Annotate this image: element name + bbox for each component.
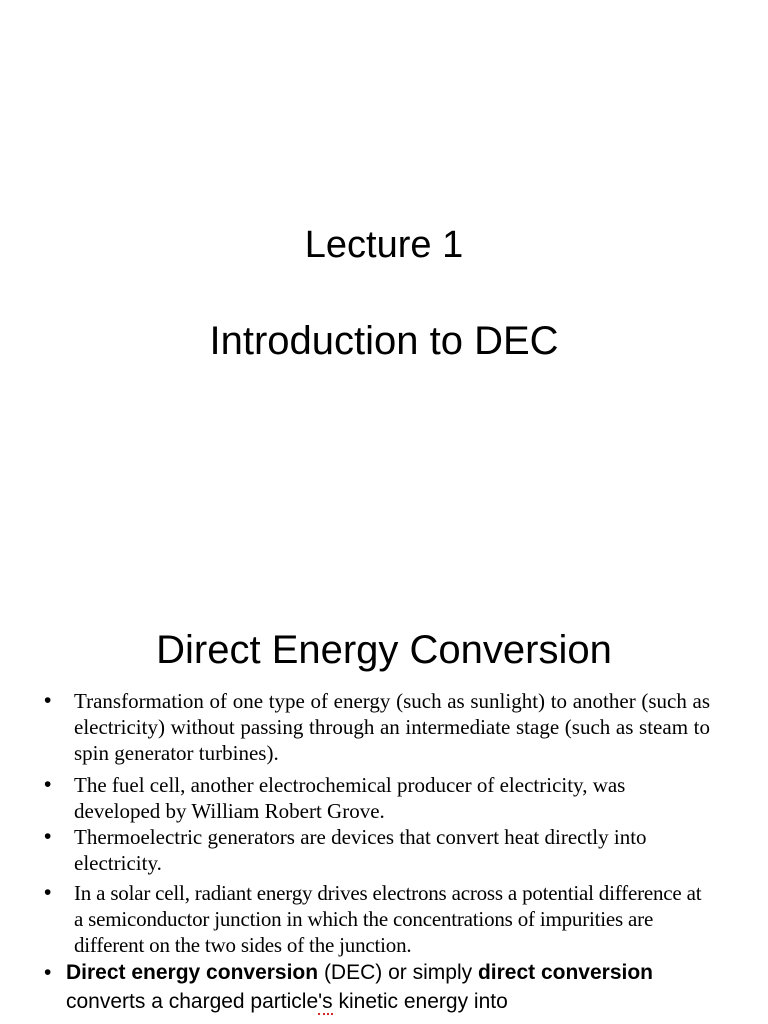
bullet-item — [44, 688, 710, 766]
bullet-item — [44, 880, 710, 957]
bullet-marker: • — [44, 825, 52, 848]
lecture-subtitle: Introduction to DEC — [209, 319, 559, 363]
definition-body-end: kinetic energy into — [338, 990, 508, 1013]
bullet-marker: • — [44, 881, 52, 904]
definition-abbr: (DEC) or simply — [323, 961, 473, 984]
section-title: Direct Energy Conversion — [156, 628, 612, 672]
bullet-text: The fuel cell, another electrochemical producer of electricity, was developed by William Robert Grove. — [74, 773, 626, 823]
definition-text — [66, 958, 710, 1016]
bullet-marker: • — [44, 961, 52, 984]
definition-term: Direct energy conversion — [66, 961, 319, 984]
bullet-text: In a solar cell, radiant energy drives electrons across a potential difference at a semiconductor junction in which the concentrations of impurities are different on the two sides of the junction. — [74, 881, 702, 957]
bullet-list — [44, 688, 710, 1016]
bullet-item-definition — [44, 958, 710, 1016]
lecture-title: Lecture 1 — [304, 224, 464, 266]
bullet-marker: • — [44, 773, 52, 796]
bullet-text: Thermoelectric generators are devices that convert heat directly into electricity. — [74, 825, 647, 875]
definition-body: converts a charged particle — [66, 990, 319, 1013]
bullet-item — [44, 772, 710, 823]
definition-alt-term: direct conversion — [477, 961, 654, 984]
bullet-text: Transformation of one type of energy (such as sunlight) to another (such as electricity) without passing through an intermediate stage (such as steam to spin generator turbines). — [74, 689, 710, 765]
spelling-flag: 's — [318, 990, 333, 1013]
bullet-item — [44, 824, 710, 875]
bullet-marker: • — [44, 689, 52, 712]
